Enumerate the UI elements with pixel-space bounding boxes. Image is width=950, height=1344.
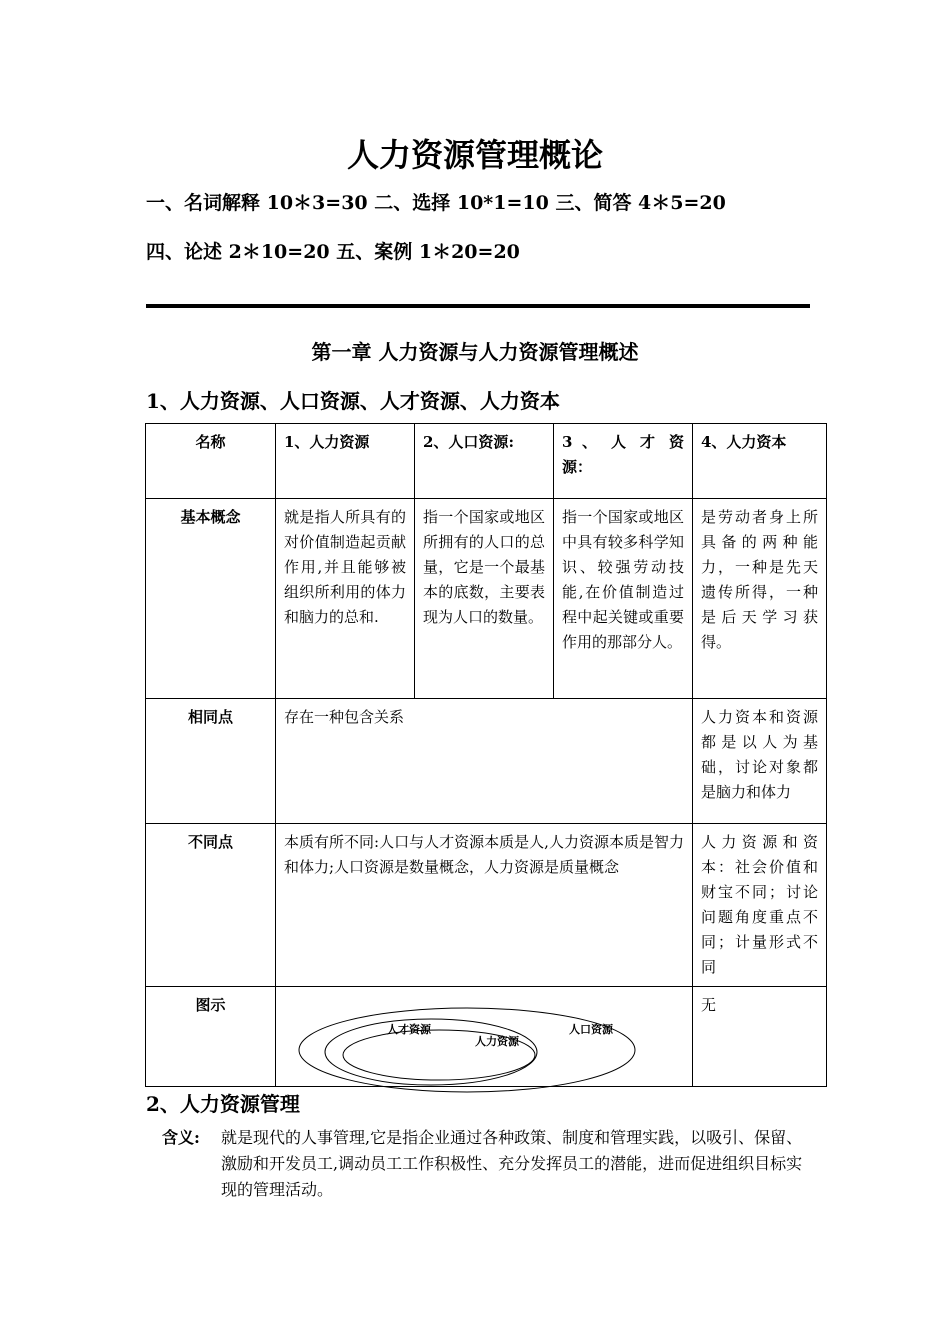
cell-differences-human-capital: 人力资源和资本：社会价值和财宝不同；讨论问题角度重点不同；计量形式不同 xyxy=(693,824,827,987)
definition-label: 含义: xyxy=(162,1128,200,1147)
section-2-heading: 2、人力资源管理 xyxy=(146,1092,300,1116)
definition-text: 就是现代的人事管理,它是指企业通过各种政策、制度和管理实践，以吸引、保留、激励和开发员工,调动员工工作积极性、充分发挥员工的潜能，进而促进组织目标实现的管理活动。 xyxy=(221,1128,803,1199)
table-row xyxy=(146,824,827,987)
cell-similarities-merged: 存在一种包含关系 xyxy=(276,699,693,824)
cell-basic-talent-resources: 指一个国家或地区中具有较多科学知识、较强劳动技能,在价值制造过程中起关键或重要作用的那部分人。 xyxy=(554,499,693,699)
cell-differences-merged: 本质有所不同:人口与人才资源本质是人,人力资源本质是智力和体力;人口资源是数量概念，人力资源是质量概念 xyxy=(276,824,693,987)
section-1-heading: 1、人力资源、人口资源、人才资源、人力资本 xyxy=(146,389,560,413)
row-label-diagram: 图示 xyxy=(146,987,276,1087)
cell-diagram-human-capital: 无 xyxy=(693,987,827,1087)
chapter-title: 第一章 人力资源与人力资源管理概述 xyxy=(311,340,639,364)
table-row xyxy=(146,699,827,824)
comparison-table xyxy=(145,423,827,1087)
table-row xyxy=(146,499,827,699)
header-name: 名称 xyxy=(146,424,276,499)
exam-structure-line-1: 一、名词解释 10＊3=30 二、选择 10*1=10 三、简答 4＊5=20 xyxy=(146,192,726,214)
middle-ellipse xyxy=(325,1019,537,1085)
horizontal-divider xyxy=(146,304,810,308)
cell-basic-population-resources: 指一个国家或地区所拥有的人口的总量，它是一个最基本的底数，主要表现为人口的数量。 xyxy=(415,499,554,699)
exam-structure-line-2: 四、论述 2＊10=20 五、案例 1＊20=20 xyxy=(146,241,520,263)
header-human-resources: 1、人力资源 xyxy=(276,424,415,499)
nested-ellipses-diagram xyxy=(297,1005,637,1095)
row-label-basic-concept: 基本概念 xyxy=(146,499,276,699)
cell-basic-human-capital: 是劳动者身上所具备的两种能力，一种是先天遗传所得，一种是后天学习获得。 xyxy=(693,499,827,699)
label-population-resources: 人口资源 xyxy=(569,1023,613,1036)
table-header-row xyxy=(146,424,827,499)
cell-basic-human-resources: 就是指人所具有的对价值制造起贡献作用,并且能够被组织所利用的体力和脑力的总和. xyxy=(276,499,415,699)
row-label-differences: 不同点 xyxy=(146,824,276,987)
header-population-resources: 2、人口资源: xyxy=(415,424,554,499)
definition-paragraph xyxy=(162,1125,812,1203)
cell-similarities-human-capital: 人力资本和资源都是以人为基础，讨论对象都是脑力和体力 xyxy=(693,699,827,824)
header-human-capital: 4、人力资本 xyxy=(693,424,827,499)
page-title: 人力资源管理概论 xyxy=(346,136,603,174)
label-human-resources: 人力资源 xyxy=(475,1035,519,1048)
label-talent-resources: 人才资源 xyxy=(387,1023,431,1036)
row-label-similarities: 相同点 xyxy=(146,699,276,824)
header-talent-resources: 3 、 人 才 资 源： xyxy=(554,424,693,499)
